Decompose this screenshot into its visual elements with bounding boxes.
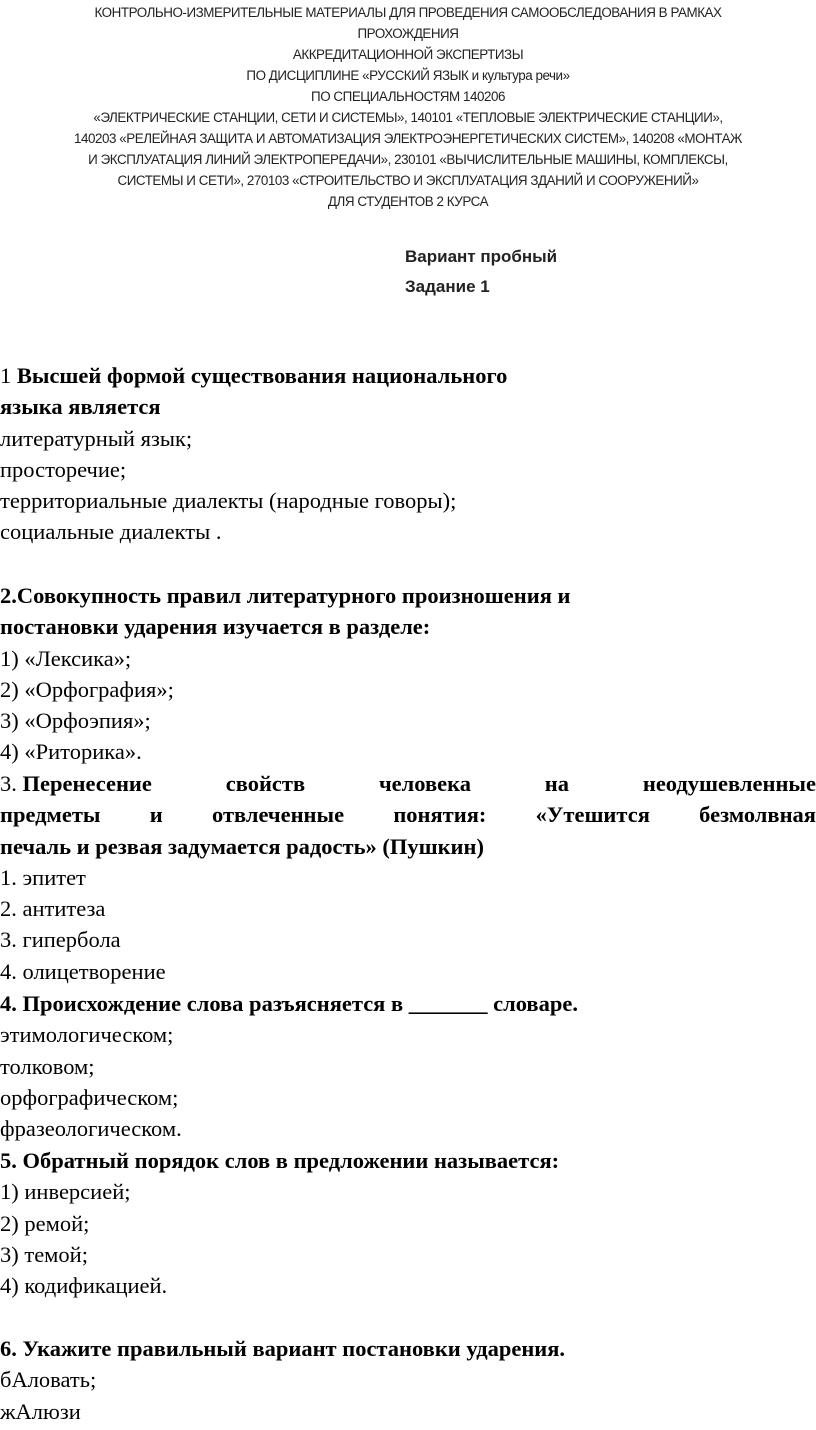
question-2-line-1-text: 2.Совокупность правил литературного произношения и — [0, 583, 571, 608]
question-6-text-bold: 6. Укажите правильный вариант постановки ударения. — [0, 1336, 566, 1361]
answer-option: этимологическом; — [0, 1022, 174, 1048]
question-1-line-2-text: языка является — [0, 394, 161, 420]
header-line: ПО ДИСЦИПЛИНЕ «РУССКИЙ ЯЗЫК и культура речи» — [246, 68, 570, 83]
question-3-word: отвлеченные — [211, 802, 345, 828]
question-2-line-2 — [0, 611, 816, 642]
question-1 — [0, 360, 816, 548]
answer-option: 1) инверсией; — [0, 1179, 131, 1205]
header-line: И ЭКСПЛУАТАЦИЯ ЛИНИЙ ЭЛЕКТРОПЕРЕДАЧИ», 230101 «ВЫЧИСЛИТЕЛЬНЫЕ МАШИНЫ, КОМПЛЕКСЫ, — [88, 152, 728, 167]
question-5-text — [0, 1145, 816, 1176]
question-3-word-text: Перенесение — [22, 771, 152, 796]
header-line: 140203 «РЕЛЕЙНАЯ ЗАЩИТА И АВТОМАТИЗАЦИЯ ЭЛЕКТРОЭНЕРГЕТИЧЕСКИХ СИСТЕМ», 140208 «МОНТАЖ — [74, 131, 742, 146]
question-1-line-2 — [0, 391, 816, 422]
answer-option: 2) ремой; — [0, 1210, 90, 1236]
question-3-line-1 — [0, 768, 816, 799]
question-4-text-bold: 4. Происхождение слова разъясняется в _______ словаре. — [0, 991, 578, 1016]
question-1-line-1: Высшей формой существования национального — [16, 363, 508, 388]
answer-option: просторечие; — [0, 456, 127, 482]
task-title: Задание 1 — [405, 277, 490, 296]
document-header — [28, 2, 788, 212]
question-2-line-2-text: постановки ударения изучается в разделе: — [0, 614, 431, 640]
question-2-line-1 — [0, 580, 816, 611]
question-3-word: предметы — [0, 802, 101, 828]
question-3-word: свойств — [225, 771, 306, 796]
question-5 — [0, 1145, 816, 1301]
variant-heading — [405, 242, 557, 302]
answer-option: 3) «Орфоэпия»; — [0, 708, 151, 734]
question-3-word: «Утешится — [535, 802, 650, 828]
question-3 — [0, 768, 816, 987]
question-2 — [0, 580, 816, 768]
answer-option: фразеологическом. — [0, 1116, 182, 1142]
question-number: 3. — [0, 771, 17, 796]
header-line: ПО СПЕЦИАЛЬНОСТЯМ 140206 — [311, 89, 505, 104]
header-line: ДЛЯ СТУДЕНТОВ 2 КУРСА — [327, 194, 489, 209]
question-3-word — [0, 768, 152, 799]
header-line: СИСТЕМЫ И СЕТИ», 270103 «СТРОИТЕЛЬСТВО И ЭКСПЛУАТАЦИЯ ЗДАНИЙ И СООРУЖЕНИЙ» — [117, 173, 699, 188]
answer-option: 1. эпитет — [0, 864, 86, 890]
question-3-word: человека — [378, 771, 471, 796]
answer-option: 3) темой; — [0, 1241, 88, 1267]
question-3-word: и — [149, 802, 163, 828]
question-6 — [0, 1333, 816, 1427]
answer-option: толковом; — [0, 1053, 95, 1079]
question-3-word: на — [544, 771, 570, 796]
answer-option: бАловать; — [0, 1367, 97, 1393]
answer-option: территориальные диалекты (народные говоры); — [0, 488, 457, 514]
question-1-text — [0, 360, 816, 391]
answer-option: жАлюзи — [0, 1398, 81, 1424]
question-6-text — [0, 1333, 816, 1364]
header-line: АККРЕДИТАЦИОННОЙ ЭКСПЕРТИЗЫ — [292, 47, 524, 62]
question-number: 1 — [0, 363, 17, 388]
answer-option: 3. гипербола — [0, 927, 121, 953]
answer-option: социальные диалекты . — [0, 519, 222, 545]
answer-option: 4. олицетворение — [0, 958, 166, 984]
question-3-word: неодушевленные — [642, 771, 816, 796]
question-5-text-bold: 5. Обратный порядок слов в предложении называется: — [0, 1148, 560, 1173]
answer-option: 2. антитеза — [0, 896, 106, 922]
question-3-line-2 — [0, 799, 816, 830]
header-line: КОНТРОЛЬНО-ИЗМЕРИТЕЛЬНЫЕ МАТЕРИАЛЫ ДЛЯ ПРОВЕДЕНИЯ САМООБСЛЕДОВАНИЯ В РАМКАХ — [94, 5, 722, 20]
answer-option: 1) «Лексика»; — [0, 645, 132, 671]
question-4-text — [0, 988, 816, 1019]
answer-option: 2) «Орфография»; — [0, 676, 174, 702]
header-line: ПРОХОЖДЕНИЯ — [357, 26, 459, 41]
question-3-line-3-text: печаль и резвая задумается радость» (Пушкин) — [0, 833, 484, 859]
question-4 — [0, 988, 816, 1144]
variant-title: Вариант пробный — [405, 247, 558, 266]
question-3-word: безмолвная — [699, 802, 816, 828]
answer-option: 4) кодификацией. — [0, 1273, 168, 1299]
answer-option: 4) «Риторика». — [0, 739, 142, 765]
answer-option: литературный язык; — [0, 425, 193, 451]
question-3-word: понятия: — [393, 802, 487, 828]
question-3-line-3 — [0, 831, 816, 862]
answer-option: орфографическом; — [0, 1084, 179, 1110]
header-line: «ЭЛЕКТРИЧЕСКИЕ СТАНЦИИ, СЕТИ И СИСТЕМЫ», 140101 «ТЕПЛОВЫЕ ЭЛЕКТРИЧЕСКИЕ СТАНЦИИ», — [93, 110, 723, 125]
